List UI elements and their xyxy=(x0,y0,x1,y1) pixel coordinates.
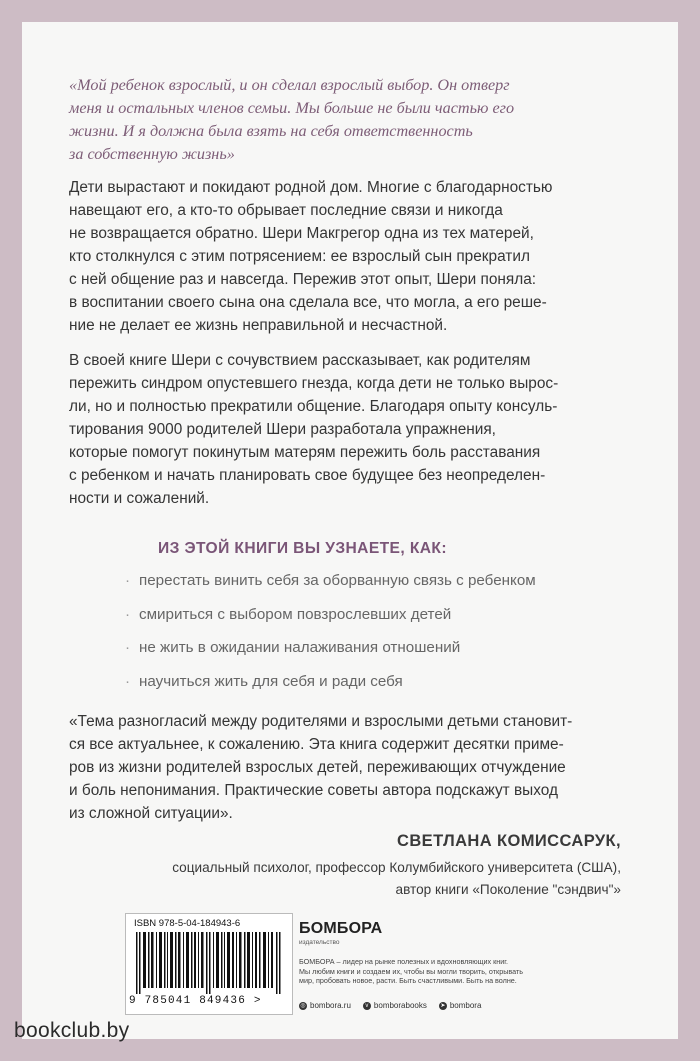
book-back-cover xyxy=(22,22,678,1039)
publisher-socials xyxy=(299,1001,481,1010)
vk-icon: v xyxy=(363,1002,371,1010)
text-line: В своей книге Шери с сочувствием рассказывает, как родителям xyxy=(69,352,531,369)
text-line: и боль непонимания. Практические советы автора подскажут выход xyxy=(69,782,558,799)
quote-line: меня и остальных членов семьи. Мы больше не были частью его xyxy=(69,99,515,117)
text-line: ности и сожалений. xyxy=(69,490,210,507)
text-line: ли, но и полностью прекратили общение. Благодаря опыту консуль- xyxy=(69,398,558,415)
text-line: ние не делает ее жизнь неправильной и несчастной. xyxy=(69,317,448,334)
review-author-book: автор книги «Поколение "сэндвич"» xyxy=(395,882,621,897)
barcode-number: 9 785041 849436 > xyxy=(129,995,262,1007)
text-line: пережить синдром опустевшего гнезда, когда дети не только вырос- xyxy=(69,375,559,392)
description-paragraph-2 xyxy=(69,349,644,510)
text-line: из сложной ситуации». xyxy=(69,805,233,822)
social-link-site[interactable] xyxy=(299,1001,351,1010)
epigraph-quote xyxy=(69,74,644,166)
text-line: БОМБОРА – лидер на рынке полезных и вдохновляющих книг. xyxy=(299,957,508,966)
text-line: навещают его, а кто-то обрывает последние связи и никогда xyxy=(69,202,503,219)
list-item xyxy=(125,670,536,704)
text-line: не возвращается обратно. Шери Макгрегор одна из тех матерей, xyxy=(69,225,534,242)
quote-line: «Мой ребенок взрослый, и он сделал взрослый выбор. Он отверг xyxy=(69,76,510,94)
list-item xyxy=(125,569,536,603)
list-item xyxy=(125,603,536,637)
text-line: ров из жизни родителей взрослых детей, переживающих отчуждение xyxy=(69,759,566,776)
social-link-vk[interactable] xyxy=(363,1001,427,1010)
text-line: кто столкнулся с этим потрясением: ее взрослый сын прекратил xyxy=(69,248,530,265)
quote-line: за собственную жизнь» xyxy=(69,145,235,163)
barcode-bars-icon xyxy=(136,932,282,994)
review-quote xyxy=(69,710,644,825)
bullet-icon: · xyxy=(125,672,131,690)
isbn-text: ISBN 978-5-04-184943-6 xyxy=(134,918,241,929)
publisher-logo-subtitle: издательство xyxy=(299,939,340,946)
text-line: тирования 9000 родителей Шери разработала упражнения, xyxy=(69,421,496,438)
globe-icon: ◎ xyxy=(300,1002,306,1009)
social-link-telegram[interactable] xyxy=(439,1001,482,1010)
text-line: мир, пробовать новое, расти. Быть счастливыми. Быть на волне. xyxy=(299,976,517,985)
list-item-text: не жить в ожидании налаживания отношений xyxy=(139,639,461,656)
learn-list xyxy=(125,569,536,703)
text-line: Дети вырастают и покидают родной дом. Многие с благодарностью xyxy=(69,179,553,196)
review-author: СВЕТЛАНА КОМИССАРУК, xyxy=(397,832,621,850)
text-line: с ней общение раз и навсегда. Пережив этот опыт, Шери поняла: xyxy=(69,271,537,288)
text-line: ся все актуальнее, к сожалению. Эта книга содержит десятки приме- xyxy=(69,736,564,753)
social-label: bombora.ru xyxy=(310,1001,351,1010)
social-label: bomborabooks xyxy=(373,1001,427,1010)
text-line: «Тема разногласий между родителями и взрослыми детьми становит- xyxy=(69,713,573,730)
text-line: Мы любим книги и создаем их, чтобы вы могли творить, открывать xyxy=(299,966,523,976)
text-line: которые помогут покинутым матерям пережить боль расставания xyxy=(69,444,541,461)
description-paragraph-1 xyxy=(69,176,644,337)
quote-line: жизни. И я должна была взять на себя ответственность xyxy=(69,122,473,140)
publisher-logo: БОМБОРА xyxy=(299,920,383,937)
barcode xyxy=(125,913,293,1015)
list-item-text: научиться жить для себя и ради себя xyxy=(139,672,403,690)
list-item xyxy=(125,636,536,670)
list-item-text: перестать винить себя за оборванную связь с ребенком xyxy=(139,572,536,589)
bullet-icon: · xyxy=(125,572,131,589)
site-watermark: bookclub.by xyxy=(14,1019,130,1042)
bullet-icon: · xyxy=(125,605,131,623)
list-item-text: смириться с выбором повзрослевших детей xyxy=(139,605,452,623)
review-author-role: социальный психолог, профессор Колумбийского университета (США), xyxy=(172,860,621,875)
learn-heading: ИЗ ЭТОЙ КНИГИ ВЫ УЗНАЕТЕ, КАК: xyxy=(158,540,447,557)
telegram-icon: ➤ xyxy=(440,1002,446,1009)
social-label: bombora xyxy=(449,1001,482,1010)
text-line: в воспитании своего сына она сделала все, что могла, а его реше- xyxy=(69,294,547,311)
bullet-icon: · xyxy=(125,639,131,656)
text-line: с ребенком и начать планировать свое будущее без неопределен- xyxy=(69,467,546,484)
publisher-description xyxy=(299,957,639,986)
